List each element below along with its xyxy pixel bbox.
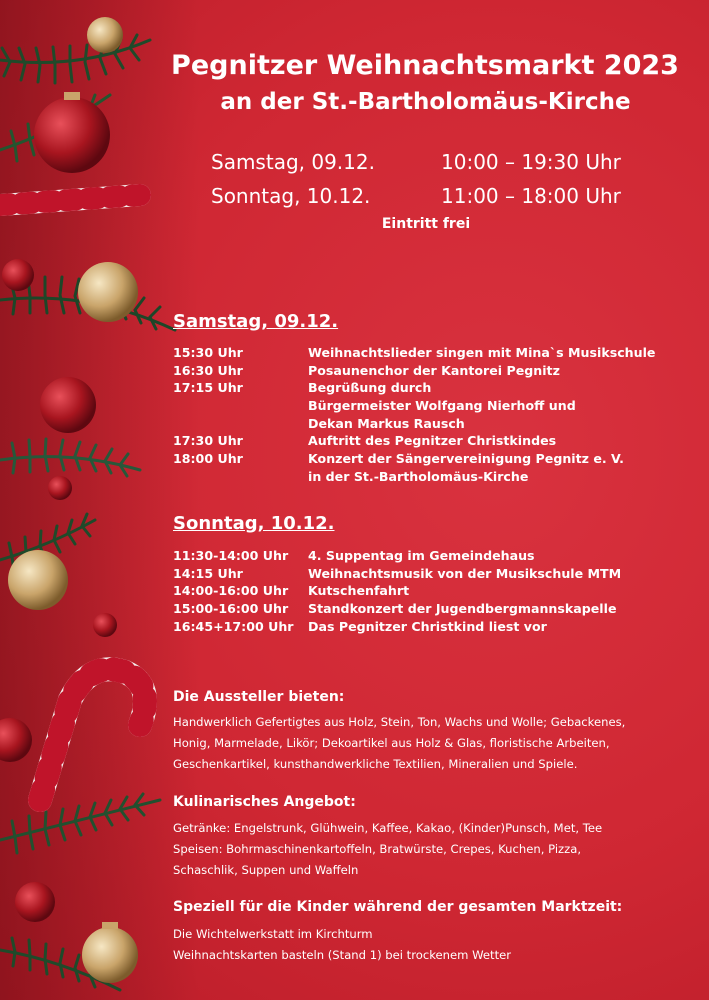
schedule-time: 18:00 Uhr — [173, 451, 243, 467]
schedule-time: 14:00-16:00 Uhr — [173, 583, 289, 599]
opening-day: Samstag, 09.12. — [211, 150, 375, 174]
market-location: an der St.-Bartholomäus-Kirche — [220, 89, 631, 115]
schedule-event: Posaunenchor der Kantorei Pegnitz — [308, 362, 560, 378]
schedule-time: 15:00-16:00 Uhr — [173, 601, 289, 617]
schedule-time: 16:45+17:00 Uhr — [173, 618, 294, 634]
schedule-event: Das Pegnitzer Christkind liest vor — [308, 618, 547, 634]
text-line: Weihnachtskarten basteln (Stand 1) bei trockenem Wetter — [173, 948, 512, 962]
schedule-event: 4. Suppentag im Gemeindehaus — [308, 548, 535, 563]
text-line: Getränke: Engelstrunk, Glühwein, Kaffee, Kakao, (Kinder)Punsch, Met, Tee — [173, 821, 603, 835]
schedule-row — [173, 379, 693, 397]
schedule-row — [173, 618, 693, 636]
sunday-schedule — [173, 547, 693, 635]
saturday-schedule — [173, 344, 693, 486]
schedule-row — [173, 362, 693, 380]
schedule-time: 15:30 Uhr — [173, 345, 243, 360]
market-title: Pegnitzer Weihnachtsmarkt 2023 — [171, 50, 679, 81]
schedule-event: Kutschenfahrt — [308, 583, 410, 599]
schedule-event: Weihnachtsmusik von der Musikschule MTM — [308, 565, 622, 581]
culinary-text — [173, 818, 703, 881]
schedule-time: 11:30-14:00 Uhr — [173, 548, 289, 563]
schedule-event: Auftritt des Pegnitzer Christkindes — [308, 433, 557, 449]
kids-text — [173, 924, 703, 966]
schedule-row — [173, 397, 693, 415]
schedule-row — [173, 415, 693, 433]
text-line: Handwerklich Gefertigtes aus Holz, Stein, Ton, Wachs und Wolle; Gebackenes, — [173, 715, 626, 729]
schedule-row — [173, 582, 693, 600]
schedule-row — [173, 344, 693, 362]
schedule-row — [173, 432, 693, 450]
kids-heading: Speziell für die Kinder während der gesamten Marktzeit: — [173, 899, 623, 915]
schedule-row — [173, 450, 693, 468]
schedule-row — [173, 547, 693, 565]
culinary-heading: Kulinarisches Angebot: — [173, 794, 356, 810]
christmas-decoration — [0, 0, 200, 1000]
exhibitors-text — [173, 712, 703, 775]
text-line: Honig, Marmelade, Likör; Dekoartikel aus Holz & Glas, floristische Arbeiten, — [173, 736, 610, 750]
text-line: Geschenkartikel, kunsthandwerkliche Textilien, Mineralien und Spiele. — [173, 757, 578, 771]
text-line: Die Wichtelwerkstatt im Kirchturm — [173, 927, 373, 941]
admission-note: Eintritt frei — [381, 216, 471, 232]
schedule-row — [173, 468, 693, 486]
candy-cane-icon — [0, 195, 140, 205]
schedule-time: 17:30 Uhr — [173, 433, 243, 449]
schedule-time: 14:15 Uhr — [173, 565, 243, 581]
schedule-event: Bürgermeister Wolfgang Nierhoff und — [308, 398, 576, 414]
sunday-heading: Sonntag, 10.12. — [173, 513, 335, 534]
opening-time: 10:00 – 19:30 Uhr — [441, 150, 621, 174]
text-line: Speisen: Bohrmaschinenkartoffeln, Bratwürste, Crepes, Kuchen, Pizza, — [173, 842, 581, 856]
schedule-time: 17:15 Uhr — [173, 380, 243, 396]
schedule-event: Konzert der Sängervereinigung Pegnitz e. V. — [308, 451, 624, 467]
schedule-row — [173, 565, 693, 583]
opening-time: 11:00 – 18:00 Uhr — [441, 184, 621, 208]
schedule-event: Standkonzert der Jugendbergmannskapelle — [308, 601, 617, 617]
saturday-heading: Samstag, 09.12. — [173, 311, 339, 332]
schedule-time: 16:30 Uhr — [173, 362, 243, 378]
schedule-event: in der St.-Bartholomäus-Kirche — [308, 468, 529, 484]
opening-day: Sonntag, 10.12. — [211, 184, 371, 208]
schedule-event: Dekan Markus Rausch — [308, 415, 465, 431]
schedule-event: Weihnachtslieder singen mit Mina`s Musikschule — [308, 345, 656, 360]
schedule-row — [173, 600, 693, 618]
text-line: Schaschlik, Suppen und Waffeln — [173, 863, 359, 877]
schedule-event: Begrüßung durch — [308, 380, 432, 396]
exhibitors-heading: Die Aussteller bieten: — [173, 689, 345, 705]
